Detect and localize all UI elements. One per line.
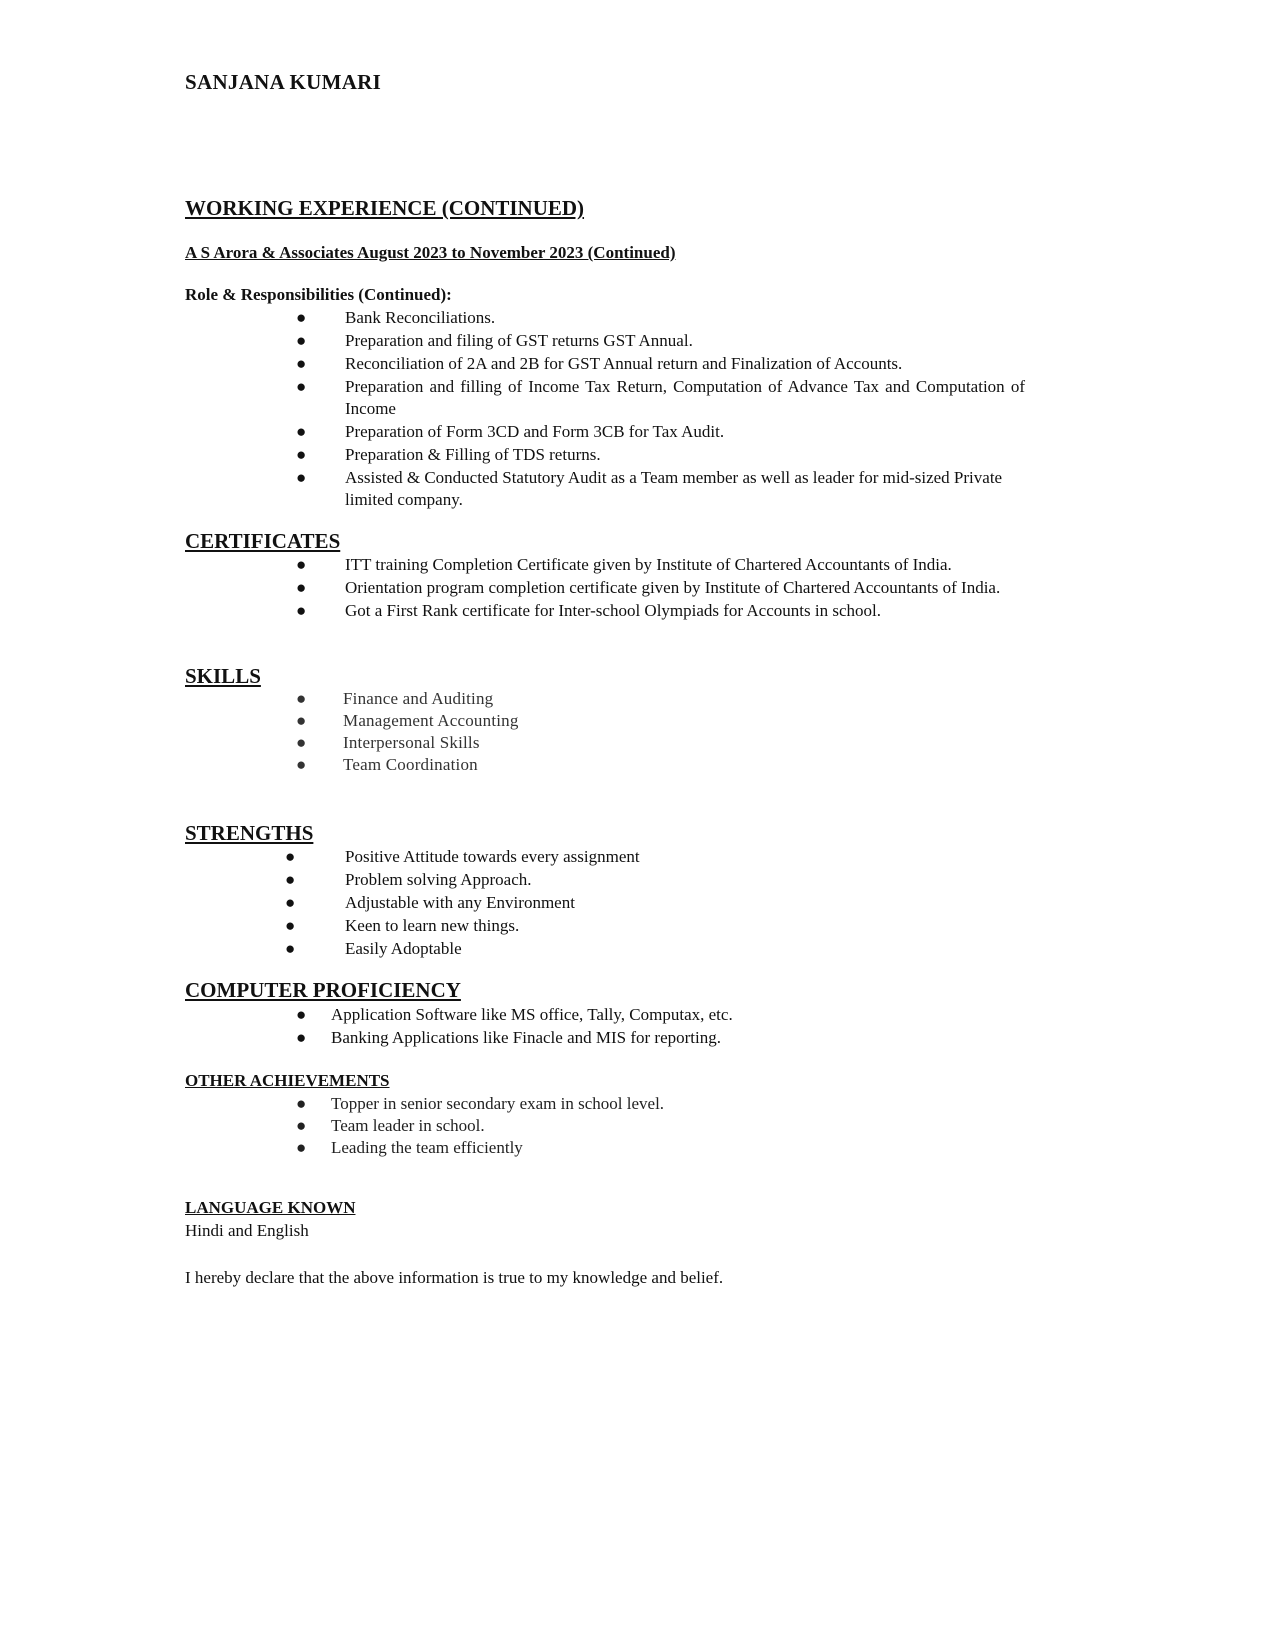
language-heading: LANGUAGE KNOWN bbox=[185, 1198, 356, 1217]
list-item: ● Orientation program completion certificate given by Institute of Chartered Accountants of India. bbox=[296, 578, 1001, 597]
list-item: ● Assisted & Conducted Statutory Audit as a Team member as well as leader for mid-sized Private limited company. bbox=[296, 468, 1003, 509]
list-item: ● Team Coordination bbox=[296, 755, 478, 774]
list-item: ● Management Accounting bbox=[296, 711, 519, 730]
list-item: ● Preparation & Filling of TDS returns. bbox=[296, 445, 601, 464]
certificates-heading: CERTIFICATES bbox=[185, 529, 341, 553]
computer-heading: COMPUTER PROFICIENCY bbox=[185, 978, 461, 1002]
list-item: ● Preparation and filling of Income Tax Return, Computation of Advance Tax and Computation of Income bbox=[296, 377, 1025, 418]
declaration-text: I hereby declare that the above information is true to my knowledge and belief. bbox=[185, 1268, 724, 1287]
list-item: ● Finance and Auditing bbox=[296, 689, 494, 708]
computer-list bbox=[296, 1004, 996, 1049]
list-item: ● Team leader in school. bbox=[296, 1116, 485, 1135]
role-label: Role & Responsibilities (Continued): bbox=[185, 285, 452, 304]
list-item: ● Application Software like MS office, Tally, Computax, etc. bbox=[296, 1005, 733, 1024]
list-item: ● Interpersonal Skills bbox=[296, 733, 480, 752]
achievements-list bbox=[296, 1093, 896, 1159]
list-item: ● Problem solving Approach. bbox=[285, 870, 532, 889]
achievements-heading: OTHER ACHIEVEMENTS bbox=[185, 1071, 390, 1090]
experience-heading: WORKING EXPERIENCE (CONTINUED) bbox=[185, 196, 585, 220]
strengths-list bbox=[285, 846, 885, 960]
list-item: ● Preparation and filing of GST returns GST Annual. bbox=[296, 331, 693, 350]
list-item: ● Bank Reconciliations. bbox=[296, 308, 496, 327]
list-item: ● Banking Applications like Finacle and MIS for reporting. bbox=[296, 1028, 721, 1047]
skills-list bbox=[296, 688, 796, 776]
list-item: ● Positive Attitude towards every assignment bbox=[285, 847, 640, 866]
list-item: ● Adjustable with any Environment bbox=[285, 893, 575, 912]
list-item: ● Keen to learn new things. bbox=[285, 916, 520, 935]
language-value: Hindi and English bbox=[185, 1221, 309, 1240]
list-item: ● Easily Adoptable bbox=[285, 939, 462, 958]
list-item: ● Topper in senior secondary exam in school level. bbox=[296, 1094, 665, 1113]
list-item: ● Reconciliation of 2A and 2B for GST Annual return and Finalization of Accounts. bbox=[296, 354, 903, 373]
certificates-list bbox=[296, 554, 1025, 622]
responsibilities-list bbox=[296, 307, 1025, 511]
list-item: ● Leading the team efficiently bbox=[296, 1138, 523, 1157]
candidate-name: SANJANA KUMARI bbox=[185, 70, 382, 94]
list-item: ● ITT training Completion Certificate given by Institute of Chartered Accountants of India. bbox=[296, 555, 952, 574]
skills-heading: SKILLS bbox=[185, 664, 261, 688]
strengths-heading: STRENGTHS bbox=[185, 821, 314, 845]
list-item: ● Got a First Rank certificate for Inter-school Olympiads for Accounts in school. bbox=[296, 601, 881, 620]
list-item: ● Preparation of Form 3CD and Form 3CB for Tax Audit. bbox=[296, 422, 725, 441]
employer-line: A S Arora & Associates August 2023 to November 2023 (Continued) bbox=[185, 243, 676, 262]
